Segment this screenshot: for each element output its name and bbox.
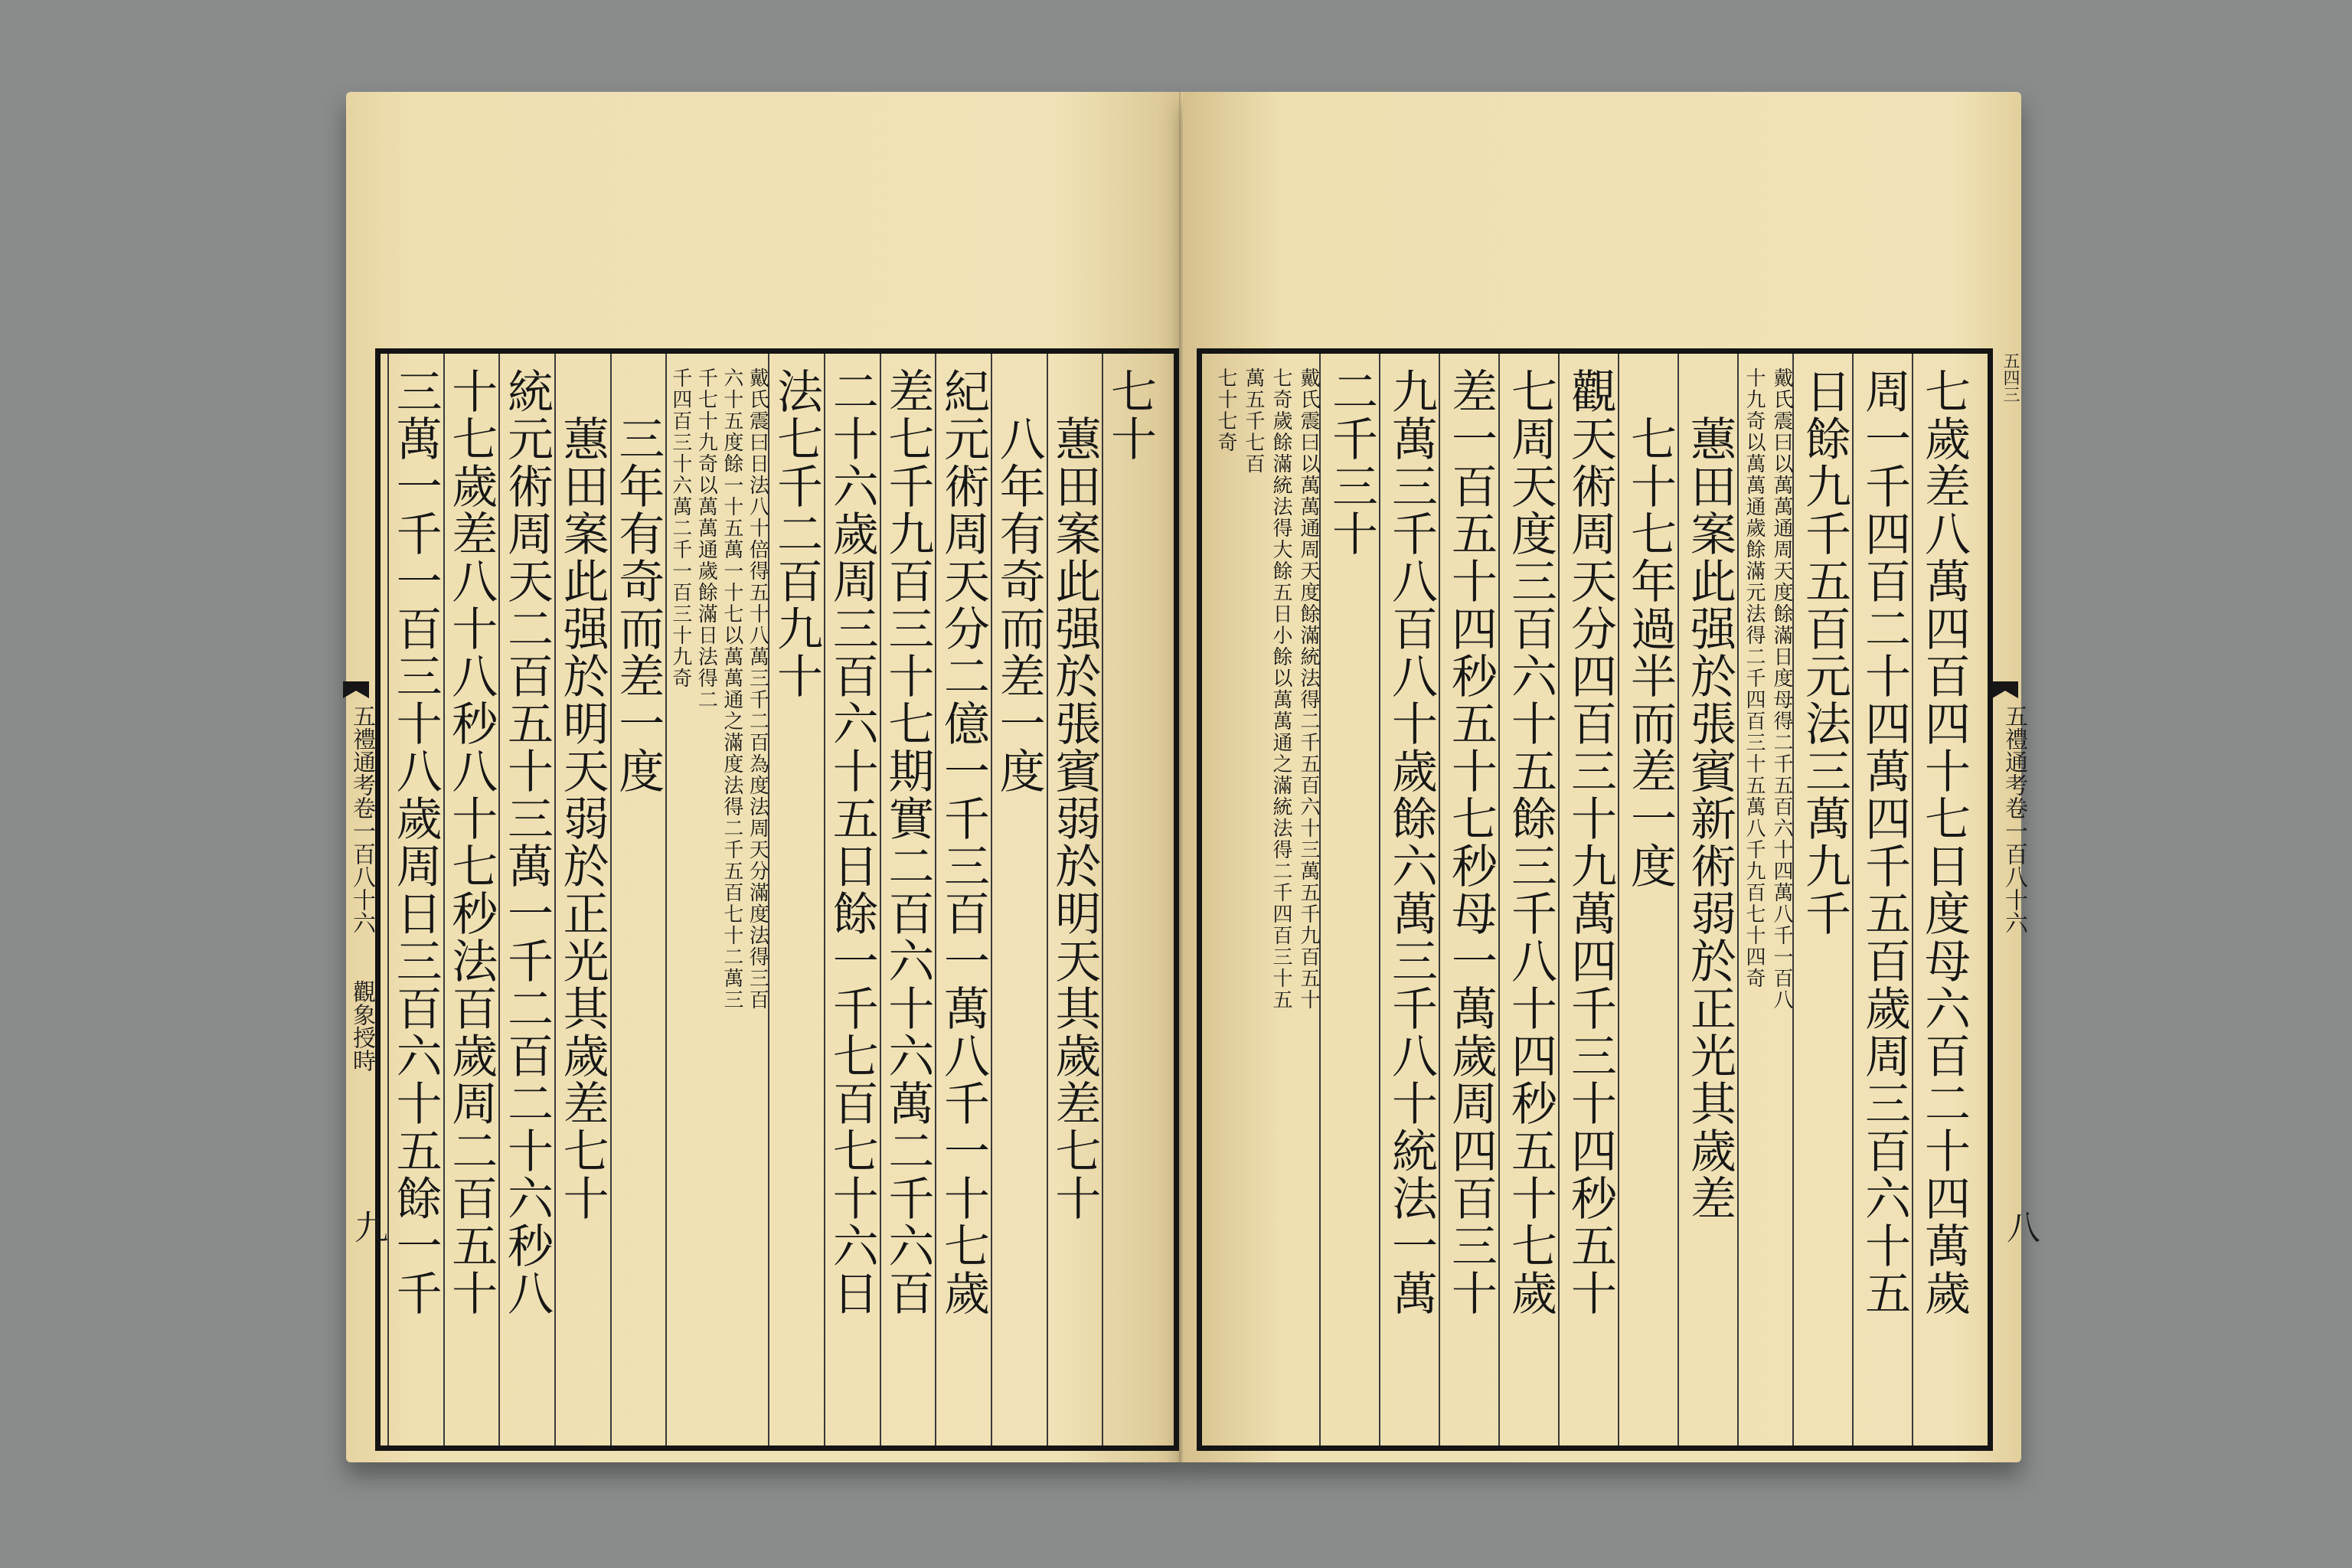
open-book — [337, 92, 2040, 1493]
left-page-column: 統元術周天二百五十三萬一千二百二十六秒八 — [499, 368, 554, 1317]
left-text-frame — [375, 348, 1179, 1451]
right-page-column: 七周天度三百六十五餘三千八十四秒五十七歲 — [1504, 368, 1557, 1317]
right-page-column: 萬五千七百 — [1242, 368, 1265, 475]
left-page-column: 差七千九百三十七期實二百六十六萬二千六百 — [880, 368, 935, 1317]
right-margin-title: 五禮通考卷一百八十六 — [2001, 704, 2027, 934]
right-page-column: 七十七年過半而差一度 — [1623, 368, 1677, 890]
left-page-column: 十七歲差八十八秒八十七秒法百歲周二百五十 — [444, 368, 498, 1317]
right-page-column: 七十七奇 — [1214, 368, 1237, 453]
left-page-column: 蕙田案此强於張賓弱於明天其歲差七十 — [1047, 368, 1102, 1222]
right-page-column: 蕙田案此强於張賓新術弱於正光其歲差 — [1683, 368, 1736, 1222]
left-page-column: 三萬一千一百三十八歲周日三百六十五餘一千 — [388, 368, 443, 1317]
left-page-column: 紀元術周天分二億一千三百一萬八千一十七歲 — [936, 368, 991, 1317]
right-page-column: 戴氏震曰以萬萬通周天度餘滿統法得二千五百六十三萬五千九百五十 — [1297, 368, 1320, 1011]
left-margin-page-number: 九 — [348, 1210, 387, 1243]
left-page-column: 千七十九奇以萬萬通歲餘滿日法得二 — [694, 368, 718, 710]
left-page-column: 二十六歲周三百六十五日餘一千七百七十六日 — [825, 368, 879, 1317]
right-page-column: 戴氏震曰以萬萬通周天度餘滿日度母得二千五百六十四萬八千一百八 — [1770, 368, 1793, 1011]
left-page-column: 法七千二百九十 — [769, 368, 824, 700]
right-page-column: 日餘九千五百元法三萬九千 — [1798, 368, 1851, 937]
right-page-column: 周一千四百二十四萬四千五百歲周三百六十五 — [1857, 368, 1911, 1317]
left-page-column: 千四百三十六萬二千一百三十九奇 — [668, 368, 692, 689]
left-page-column: 八年有奇而差一度 — [991, 368, 1046, 795]
right-margin-tag: 五四三 — [2001, 352, 2020, 403]
right-page-column: 觀天術周天分四百三十九萬四千三十四秒五十 — [1563, 368, 1617, 1317]
right-page-column: 七奇歲餘滿統法得大餘五日小餘以萬萬通之滿統法得二千四百三十五 — [1269, 368, 1292, 1011]
right-page-column: 二千三十 — [1325, 368, 1378, 557]
right-margin-page-number: 八 — [2001, 1210, 2040, 1243]
column-rule — [387, 354, 389, 1446]
left-page-column: 三年有奇而差一度 — [611, 368, 665, 795]
right-page-column: 十九奇以萬萬通歲餘滿元法得二千四百三十五萬八千九百七十四奇 — [1743, 368, 1766, 989]
right-page-column: 七歲差八萬四百四十七日度母六百二十四萬歲 — [1917, 368, 1971, 1317]
right-page-column: 九萬三千八百八十歲餘六萬三千八十統法一萬 — [1384, 368, 1438, 1317]
right-text-frame — [1197, 348, 1993, 1451]
right-page-column: 差一百五十四秒五十七秒母一萬歲周四百三十 — [1444, 368, 1498, 1317]
left-page-column: 七十 — [1102, 368, 1157, 462]
left-margin-section: 觀象授時 — [348, 980, 375, 1072]
left-page-column: 蕙田案此强於明天弱於正光其歲差七十 — [555, 368, 609, 1222]
left-margin-title: 五禮通考卷一百八十六 — [348, 704, 375, 934]
left-page-column: 六十五度餘一十五萬一十七以萬萬通之滿度法得二千五百七十二萬三 — [720, 368, 743, 1011]
left-page-column: 戴氏震曰日法八十倍得五十八萬三千二百為度法周天分滿度法得三百 — [746, 368, 769, 1011]
